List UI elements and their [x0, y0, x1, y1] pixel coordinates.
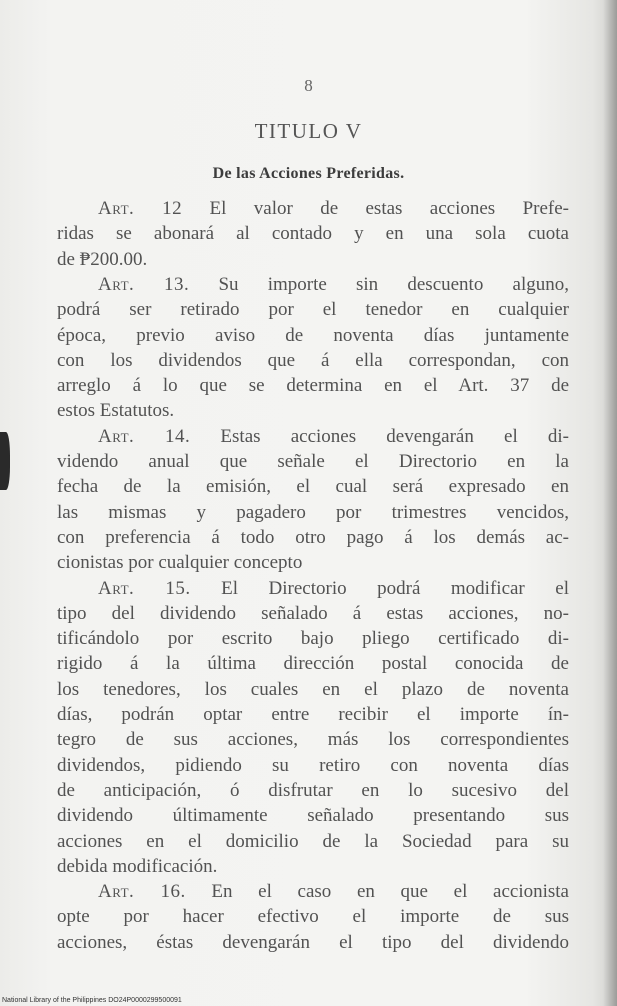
text-line: [57, 626, 569, 651]
text-line: [57, 702, 569, 727]
text-line: [57, 778, 569, 803]
text-line: [57, 829, 569, 854]
line-text: El valor de estas acciones Prefe-: [209, 198, 569, 219]
text-line: [57, 651, 569, 676]
line-text: acciones, éstas devengarán el tipo del dividendo: [57, 931, 569, 953]
line-text: días, podrán optar entre recibir el importe ín-: [57, 704, 569, 725]
text-line: [57, 373, 569, 398]
section-title: TITULO V: [254, 119, 363, 143]
line-text: dividendos, pidiendo su retiro con noventa días: [57, 754, 569, 776]
article-line: [98, 424, 569, 449]
article-number: Art. 12: [98, 198, 183, 219]
article-line: [98, 272, 569, 297]
text-line: [57, 904, 569, 929]
line-text: tipo del dividendo señalado á estas acciones, no-: [57, 602, 569, 624]
line-text: los tenedores, los cuales en el plazo de noventa: [57, 678, 569, 700]
line-text: estos Estatutos.: [57, 400, 175, 422]
text-line: [57, 854, 569, 879]
text-line: [57, 550, 569, 575]
library-footer: National Library of the Philippines DO24P0000299500091: [2, 997, 182, 1004]
text-line: [57, 449, 569, 474]
page-edge-shadow: [603, 0, 617, 1006]
article-line: [98, 196, 569, 221]
line-text: Estas acciones devengarán el di-: [220, 425, 570, 447]
text-line: [57, 525, 569, 550]
line-text: Su importe sin descuento alguno,: [218, 273, 569, 295]
line-text: videndo anual que señale el Directorio en la: [57, 451, 569, 472]
line-text: acciones en el domicilio de la Sociedad para su: [57, 830, 569, 852]
line-text: rigido á la última dirección postal conocida de: [57, 653, 569, 675]
line-text: con los dividendos que á ella correspondan, con: [57, 349, 569, 371]
article-line: [98, 879, 569, 904]
text-line: [57, 398, 569, 423]
line-text: tificándolo por escrito bajo pliego certificado di-: [57, 628, 569, 650]
line-text: tegro de sus acciones, más los correspondientes: [57, 729, 569, 751]
text-line: [57, 247, 569, 272]
line-text: las mismas y pagadero por trimestres vencidos,: [57, 501, 569, 523]
line-text: con preferencia á todo otro pago á los demás ac-: [57, 526, 569, 548]
line-text: de anticipación, ó disfrutar en lo sucesivo del: [57, 779, 569, 801]
text-line: [57, 348, 569, 373]
text-line: [57, 500, 569, 525]
line-text: En el caso en que el accionista: [211, 881, 569, 903]
line-text: cionistas por cualquier concepto: [57, 552, 303, 574]
line-text: época, previo aviso de noventa días juntamente: [57, 324, 569, 346]
article-number: Art. 16.: [98, 881, 186, 903]
line-text: opte por hacer efectivo el importe de sus: [57, 906, 569, 928]
text-line: [57, 221, 569, 246]
text-line: [57, 323, 569, 348]
text-line: [57, 930, 569, 955]
text-line: [57, 753, 569, 778]
line-text: de ₱200.00.: [57, 248, 148, 270]
article-number: Art. 13.: [98, 273, 190, 295]
line-text: ridas se abonará al contado y en una sola cuota: [57, 223, 569, 245]
section-subtitle: De las Acciones Preferidas.: [212, 165, 405, 182]
text-line: [57, 601, 569, 626]
text-line: [57, 677, 569, 702]
article-line: [98, 576, 569, 601]
line-text: dividendo últimamente señalado presentando sus: [57, 805, 569, 827]
page-number: 8: [304, 76, 313, 95]
text-line: [57, 727, 569, 752]
text-line: [57, 474, 569, 499]
article-number: Art. 14.: [98, 425, 191, 447]
text-line: [57, 297, 569, 322]
line-text: podrá ser retirado por el tenedor en cualquier: [57, 299, 569, 321]
text-line: [57, 803, 569, 828]
line-text: debida modificación.: [57, 855, 218, 877]
line-text: arreglo á lo que se determina en el Art. 37 de: [57, 375, 569, 397]
binding-mark: [0, 432, 10, 490]
line-text: El Directorio podrá modificar el: [221, 577, 569, 599]
line-text: fecha de la emisión, el cual será expresado en: [57, 476, 569, 498]
article-number: Art. 15.: [98, 577, 191, 599]
